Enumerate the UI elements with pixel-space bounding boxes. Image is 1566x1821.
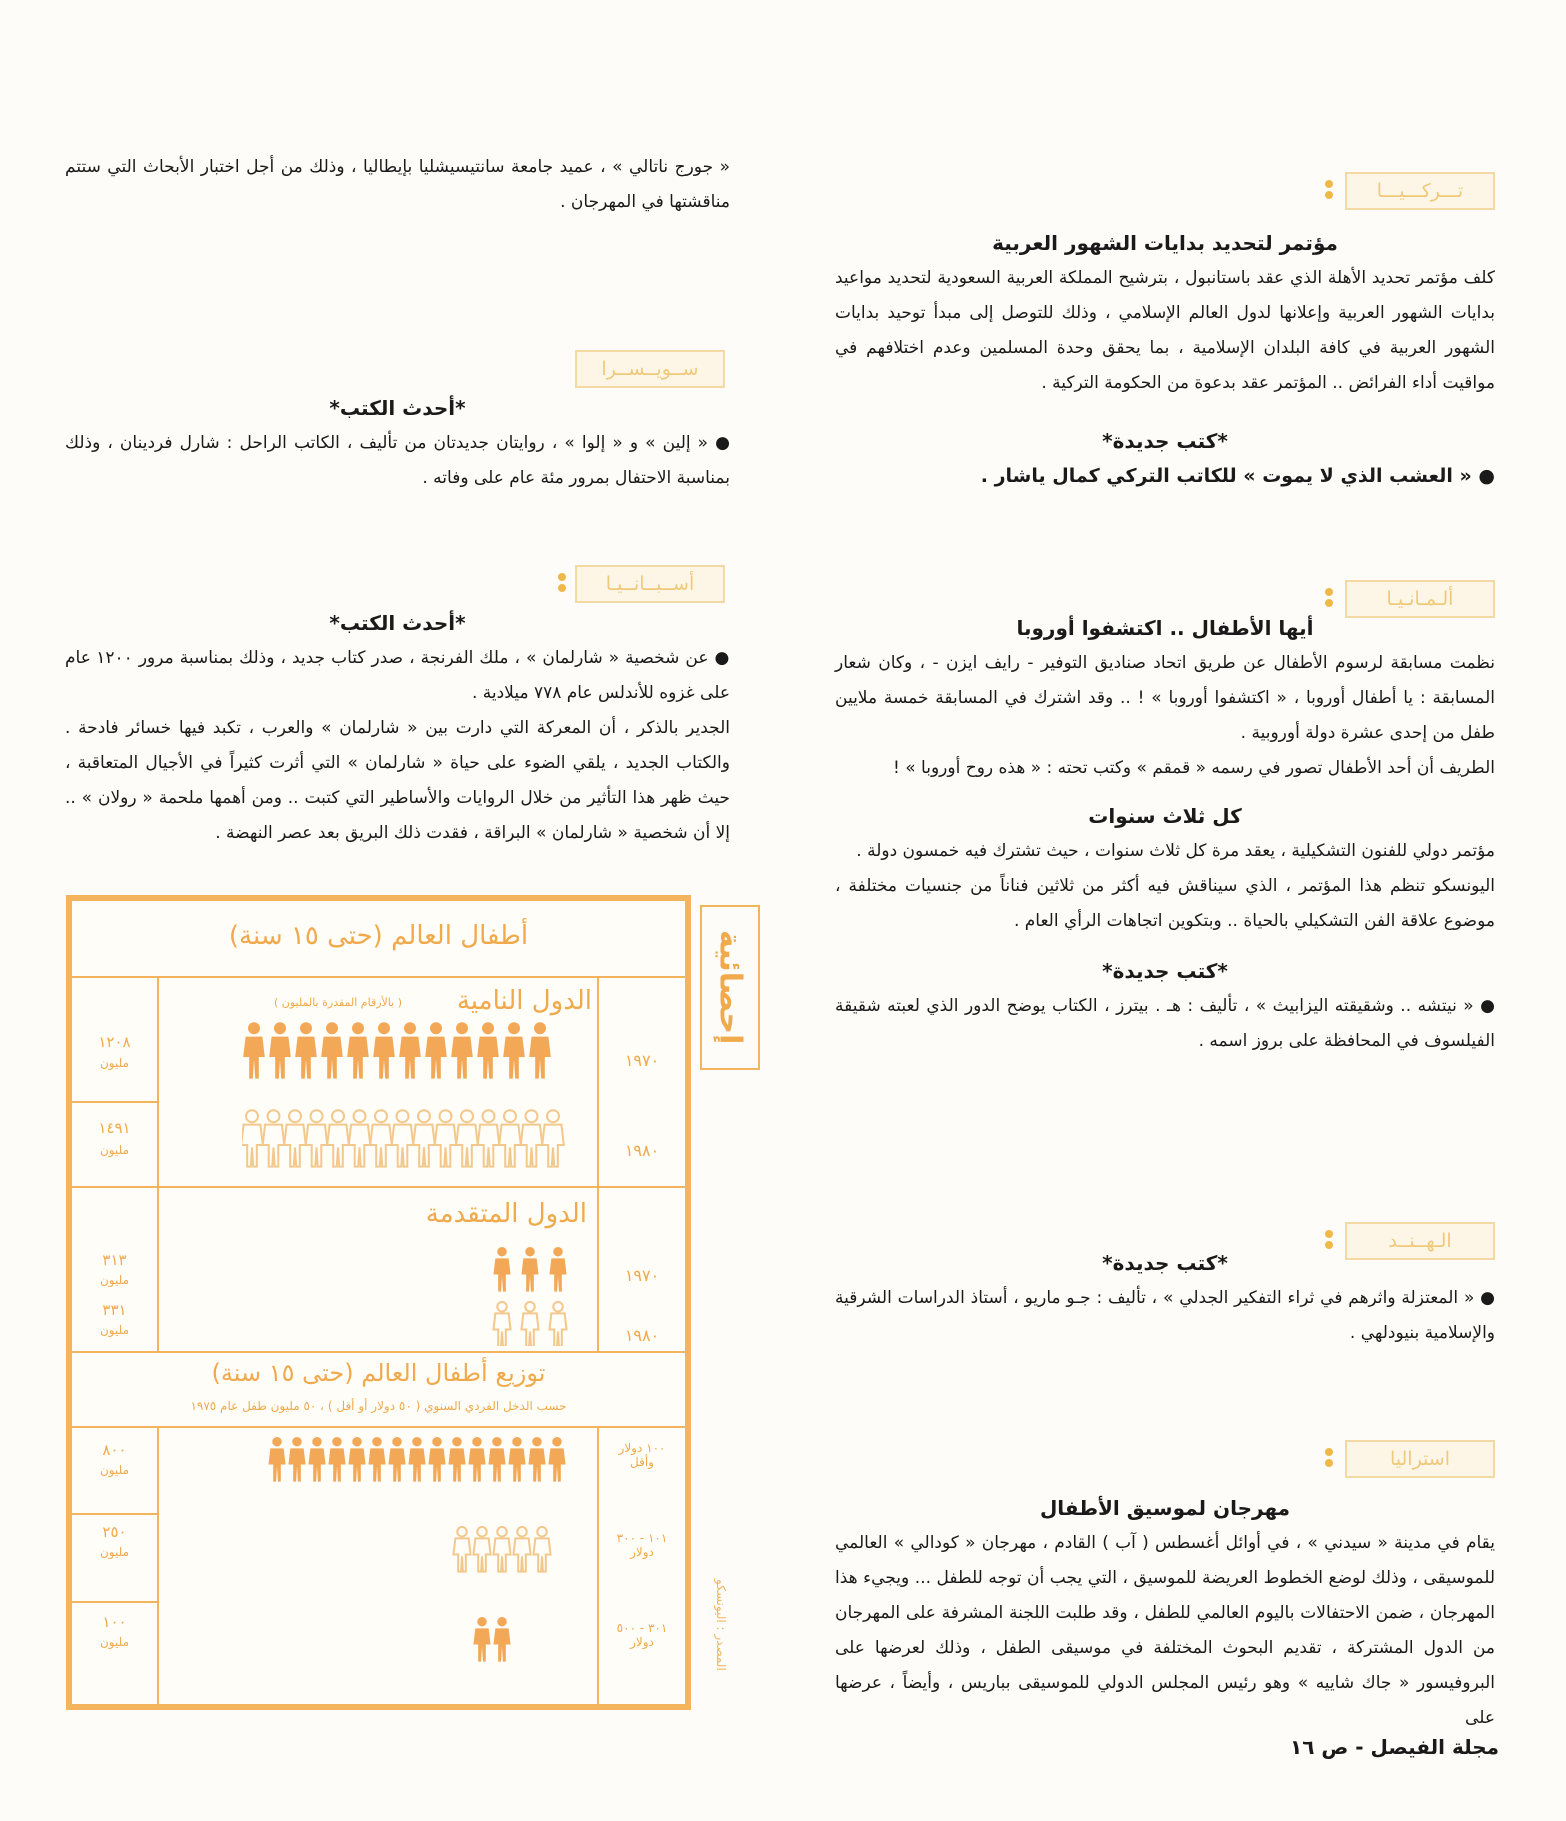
distribution-unit-2: مليون xyxy=(99,1545,130,1559)
child-figure-icon xyxy=(392,1437,402,1447)
developed-year-1970: ١٩٧٠ xyxy=(624,1266,660,1285)
developing-title: الدول النامية xyxy=(456,986,592,1016)
developed-unit-1980: مليون xyxy=(99,1323,130,1337)
child-figure-icon xyxy=(503,1037,525,1079)
child-figure-icon xyxy=(493,1258,510,1291)
spain-paragraph: ● عن شخصية « شارلمان » ، ملك الفرنجة ، صدر كتاب جديد ، وذلك بمناسبة مرور ١٢٠٠ عام على غزوه للأندلس عام ٧٧٨ ميلادية . xyxy=(65,648,730,703)
child-figure-icon xyxy=(493,1313,510,1346)
children-statistics-infographic xyxy=(66,895,691,1710)
germany-title: أيها الأطفال .. اكتشفوا أوروبا xyxy=(1016,616,1314,640)
child-figure-icon xyxy=(399,1037,421,1079)
child-figure-icon xyxy=(440,1110,452,1122)
child-figure-icon xyxy=(413,1125,435,1167)
statistics-side-label: إحصائية xyxy=(700,905,760,1070)
child-figure-icon xyxy=(378,1022,390,1034)
child-figure-icon xyxy=(456,1125,478,1167)
distribution-title: توزيع أطفال العالم (حتى ١٥ سنة) xyxy=(211,1359,546,1387)
every3-paragraph: مؤتمر دولي للفنون التشكيلية ، يعقد مرة كل ثلاث سنوات ، حيث تشترك فيه خمسون دولة . xyxy=(856,841,1495,861)
child-figure-icon xyxy=(457,1527,467,1537)
every3-title: كل ثلاث سنوات xyxy=(1088,804,1242,828)
distribution-note: حسب الدخل الفردي السنوي ( ٥٠ دولار أو أقل ) ، ٥٠ مليون طفل عام ١٩٧٥ xyxy=(190,1399,567,1413)
section-tag-australia: استراليا xyxy=(1345,1440,1495,1478)
child-figure-icon xyxy=(497,1247,507,1257)
child-figure-icon xyxy=(477,1617,487,1627)
turkey-books-title: *كتب جديدة* xyxy=(1102,429,1228,453)
child-figure-icon xyxy=(268,1448,285,1481)
child-figure-icon xyxy=(328,1448,345,1481)
page-footer: مجلة الفيصل - ص ١٦ xyxy=(1290,1735,1500,1759)
child-figure-icon xyxy=(311,1110,323,1122)
child-figure-icon xyxy=(268,1110,280,1122)
child-figure-icon xyxy=(477,1527,487,1537)
child-figure-icon xyxy=(521,1313,538,1346)
developing-year-1970: ١٩٧٠ xyxy=(624,1051,660,1070)
child-figure-icon xyxy=(404,1022,416,1034)
divider xyxy=(597,1426,599,1704)
child-figure-icon xyxy=(504,1110,516,1122)
section-tag-germany: ألـمـانـيـا xyxy=(1345,580,1495,618)
child-figure-icon xyxy=(432,1437,442,1447)
child-figure-icon xyxy=(517,1527,527,1537)
child-figure-icon xyxy=(352,1022,364,1034)
child-figure-icon xyxy=(478,1125,500,1167)
switzerland-section xyxy=(65,390,730,496)
divider xyxy=(597,976,599,1351)
child-figure-icon xyxy=(332,1437,342,1447)
child-figure-icon xyxy=(451,1037,473,1079)
child-figure-icon xyxy=(272,1437,282,1447)
child-figure-icon xyxy=(242,1125,263,1167)
child-figure-icon xyxy=(263,1125,285,1167)
child-figure-icon xyxy=(497,1302,507,1312)
divider xyxy=(72,1351,685,1353)
section-dots-icon xyxy=(558,573,566,599)
australia-section xyxy=(835,1490,1495,1736)
child-figure-icon xyxy=(497,1527,507,1537)
child-figure-icon xyxy=(408,1448,425,1481)
child-figure-icon xyxy=(452,1437,462,1447)
child-figure-icon xyxy=(513,1538,530,1571)
child-figure-icon xyxy=(532,1437,542,1447)
divider xyxy=(72,1426,685,1428)
section-tag-switzerland: ســويــســرا xyxy=(575,350,725,388)
distribution-unit-3: مليون xyxy=(99,1635,130,1649)
india-section xyxy=(835,1245,1495,1351)
india-books-title: *كتب جديدة* xyxy=(1102,1251,1228,1275)
developing-unit-1970: مليون xyxy=(99,1056,130,1070)
child-figure-icon xyxy=(537,1527,547,1537)
developed-year-1980: ١٩٨٠ xyxy=(624,1326,660,1345)
child-figure-icon xyxy=(332,1110,344,1122)
section-dots-icon xyxy=(1325,1448,1333,1474)
distribution-range-3: ٣٠١ - ٥٠٠ دولار xyxy=(616,1621,668,1649)
distribution-children-figures xyxy=(267,1436,577,1676)
germany-books-item: ● « نيتشه .. وشقيقته اليزابيث » ، تأليف : هـ . بيترز ، الكتاب يوضح الدور الذي لعبته شقيقة الفيلسوف في المحافظة على بروز اسمه . xyxy=(835,996,1495,1051)
child-figure-icon xyxy=(549,1313,566,1346)
child-figure-icon xyxy=(521,1258,538,1291)
divider xyxy=(157,1426,159,1704)
child-figure-icon xyxy=(368,1448,385,1481)
child-figure-icon xyxy=(533,1538,550,1571)
every3-paragraph-2: اليونسكو تنظم هذا المؤتمر ، الذي سيناقش فيه أكثر من ثلاثين فناناً من جنسيات مختلفة ، موضوع علاقة الفن التشكيلي بالحياة .. وبتكوين اتجاهات الرأي العام . xyxy=(835,876,1495,931)
developed-title: الدول المتقدمة xyxy=(425,1199,587,1229)
divider xyxy=(72,1601,157,1603)
child-figure-icon xyxy=(295,1037,317,1079)
child-figure-icon xyxy=(248,1022,260,1034)
child-figure-icon xyxy=(425,1037,447,1079)
developed-value-1980: ٣٣١ xyxy=(102,1301,127,1319)
child-figure-icon xyxy=(388,1448,405,1481)
child-figure-icon xyxy=(412,1437,422,1447)
child-figure-icon xyxy=(547,1110,559,1122)
child-figure-icon xyxy=(243,1037,265,1079)
child-figure-icon xyxy=(435,1125,457,1167)
child-figure-icon xyxy=(553,1302,563,1312)
australia-title: مهرجان لموسيق الأطفال xyxy=(1039,1496,1291,1520)
child-figure-icon xyxy=(477,1037,499,1079)
child-figure-icon xyxy=(525,1247,535,1257)
infographic-title: أطفال العالم (حتى ١٥ سنة) xyxy=(228,921,529,951)
child-figure-icon xyxy=(526,1110,538,1122)
child-figure-icon xyxy=(327,1125,349,1167)
germany-paragraph: نظمت مسابقة لرسوم الأطفال عن طريق اتحاد صناديق التوفير - رايف ايزن - ، وكان شعار المسابقة : يا أطفال أوروبا ، « اكتشفوا أوروبا » ! .. وقد اشترك في المسابقة خمسة ملايين طفل من إحدى عشرة دولة أوروبية . xyxy=(835,653,1495,743)
section-tag-india: الـهــنــد xyxy=(1345,1222,1495,1260)
switzerland-books-title: *أحدث الكتب* xyxy=(329,396,466,420)
developing-value-1980: ١٤٩١ xyxy=(98,1119,131,1137)
child-figure-icon xyxy=(392,1125,414,1167)
distribution-range-1: ١٠٠ دولار وأقل xyxy=(618,1441,666,1469)
divider xyxy=(72,1513,157,1515)
child-figure-icon xyxy=(542,1125,564,1167)
germany-books-title: *كتب جديدة* xyxy=(1102,959,1228,983)
child-figure-icon xyxy=(472,1437,482,1447)
child-figure-icon xyxy=(312,1437,322,1447)
turkey-paragraph: كلف مؤتمر تحديد الأهلة الذي عقد باستانبول ، بترشيح المملكة العربية السعودية لتحديد مواعيد بدايات الشهور العربية وإعلانها لدول العالم الإسلامي ، وذلك للتوصل إلى مبدأ توحيد بدايات الشهور العربية في كافة البلدان الإسلامية ، بما يحقق وحدة المسلمين وعدم اختلافهم في مواقيت أداء الفرائض .. المؤتمر عقد بدعوة من الحكومة التركية . xyxy=(835,268,1495,393)
child-figure-icon xyxy=(300,1022,312,1034)
switzerland-books-item: ● « إلين » و « إلوا » ، روايتان جديدتان من تأليف ، الكاتب الراحل : شارل فردينان ، وذلك بمناسبة الاحتفال بمرور مئة عام على وفاته . xyxy=(65,433,730,488)
distribution-value-2: ٢٥٠ xyxy=(102,1523,127,1541)
section-dots-icon xyxy=(1325,180,1333,206)
child-figure-icon xyxy=(354,1110,366,1122)
section-tag-turkey: تـــركـــيـــا xyxy=(1345,172,1495,210)
child-figure-icon xyxy=(488,1448,505,1481)
child-figure-icon xyxy=(473,1628,490,1661)
spain-paragraph-2: الجدير بالذكر ، أن المعركة التي دارت بين « شارلمان » والعرب ، تكبد فيها خسائر فادحة . والكتاب الجديد ، يلقي الضوء على حياة « شارلمان » التي أثرت كثيراً في الأجيال المتعاقبة ، حيث ظهر هذا التأثير من خلال الروايات والأساطير التي كتبت .. ومن أهمها ملحمة « رولان » .. إلا أن شخصية « شارلمان » البراقة ، فقدت ذلك البريق بعد عصر النهضة . xyxy=(65,718,730,843)
child-figure-icon xyxy=(348,1448,365,1481)
child-figure-icon xyxy=(534,1022,546,1034)
divider xyxy=(72,976,685,978)
developed-unit-1970: مليون xyxy=(99,1273,130,1287)
turkey-section xyxy=(835,225,1495,494)
child-figure-icon xyxy=(499,1125,521,1167)
child-figure-icon xyxy=(493,1628,510,1661)
spain-section xyxy=(65,605,730,851)
child-figure-icon xyxy=(352,1437,362,1447)
child-figure-icon xyxy=(508,1448,525,1481)
child-figure-icon xyxy=(284,1125,306,1167)
germany-paragraph-2: الطريف أن أحد الأطفال تصور في رسمه « قمقم » وكتب تحته : « هذه روح أوروبا » ! xyxy=(893,758,1495,778)
child-figure-icon xyxy=(375,1110,387,1122)
section-tag-spain: أســبــانــيـا xyxy=(575,565,725,603)
child-figure-icon xyxy=(246,1110,258,1122)
developed-value-1970: ٣١٣ xyxy=(102,1251,127,1269)
distribution-value-3: ١٠٠ xyxy=(102,1613,127,1631)
child-figure-icon xyxy=(483,1110,495,1122)
spain-books-title: *أحدث الكتب* xyxy=(329,611,466,635)
child-figure-icon xyxy=(289,1110,301,1122)
child-figure-icon xyxy=(482,1022,494,1034)
distribution-unit-1: مليون xyxy=(99,1463,130,1477)
child-figure-icon xyxy=(453,1538,470,1571)
child-figure-icon xyxy=(372,1437,382,1447)
child-figure-icon xyxy=(448,1448,465,1481)
india-books-item: ● « المعتزلة واثرهم في ثراء التفكير الجدلي » ، تأليف : جـو ماريو ، أستاذ الدراسات الشرقية والإسلامية بنيودلهي . xyxy=(835,1288,1495,1343)
turkey-title: مؤتمر لتحديد بدايات الشهور العربية xyxy=(992,231,1338,255)
child-figure-icon xyxy=(529,1037,551,1079)
child-figure-icon xyxy=(308,1448,325,1481)
developed-children-figures xyxy=(487,1246,577,1346)
child-figure-icon xyxy=(508,1022,520,1034)
child-figure-icon xyxy=(288,1448,305,1481)
divider xyxy=(157,976,159,1351)
australia-paragraph: يقام في مدينة « سيدني » ، في أوائل أغسطس ( آب ) القادم ، مهرجان « كودالي » العالمي للموسيقى ، وذلك لوضع الخطوط العريضة للموسيق ، التي يجب أن توجه للطفل ... ويجيء هذا المهرجان ، ضمن الاحتفالات باليوم العالمي للطفل ، وقد طلبت اللجنة المشرفة على المهرجان من الدول المشتركة ، تقديم البحوث المختلفة في موسيقى الطفل ، وذلك لعرضها على البروفيسور « جاك شاييه » وهو رئيس المجلس الدولي للموسيقى بباريس ، وأيضاً ، عرضها على xyxy=(835,1533,1495,1728)
child-figure-icon xyxy=(274,1022,286,1034)
child-figure-icon xyxy=(347,1037,369,1079)
developing-value-1970: ١٢٠٨ xyxy=(98,1033,131,1051)
left-top-section xyxy=(65,150,730,220)
distribution-range-2: ١٠١ - ٣٠٠ دولار xyxy=(616,1531,668,1559)
left-top-paragraph: « جورج ناتالي » ، عميد جامعة سانتيسيشليا بإيطاليا ، وذلك من أجل اختبار الأبحاث التي ستتم مناقشتها في المهرجان . xyxy=(65,157,730,212)
child-figure-icon xyxy=(521,1125,543,1167)
child-figure-icon xyxy=(473,1538,490,1571)
child-figure-icon xyxy=(292,1437,302,1447)
child-figure-icon xyxy=(456,1022,468,1034)
distribution-value-1: ٨٠٠ xyxy=(102,1441,127,1459)
divider xyxy=(72,1186,685,1188)
child-figure-icon xyxy=(512,1437,522,1447)
child-figure-icon xyxy=(321,1037,343,1079)
child-figure-icon xyxy=(418,1110,430,1122)
child-figure-icon xyxy=(430,1022,442,1034)
child-figure-icon xyxy=(397,1110,409,1122)
child-figure-icon xyxy=(525,1302,535,1312)
germany-section xyxy=(835,610,1495,1059)
child-figure-icon xyxy=(373,1037,395,1079)
child-figure-icon xyxy=(492,1437,502,1447)
child-figure-icon xyxy=(461,1110,473,1122)
child-figure-icon xyxy=(428,1448,445,1481)
divider xyxy=(72,1101,157,1103)
child-figure-icon xyxy=(349,1125,371,1167)
child-figure-icon xyxy=(493,1538,510,1571)
developing-children-figures xyxy=(242,1021,572,1181)
child-figure-icon xyxy=(528,1448,545,1481)
child-figure-icon xyxy=(549,1258,566,1291)
child-figure-icon xyxy=(370,1125,392,1167)
child-figure-icon xyxy=(306,1125,328,1167)
developing-note: ( بالأرقام المقدرة بالمليون ) xyxy=(273,996,402,1009)
child-figure-icon xyxy=(552,1437,562,1447)
child-figure-icon xyxy=(269,1037,291,1079)
child-figure-icon xyxy=(326,1022,338,1034)
child-figure-icon xyxy=(497,1617,507,1627)
turkey-books-item: ● « العشب الذي لا يموت » للكاتب التركي كمال ياشار . xyxy=(980,465,1495,487)
developing-unit-1980: مليون xyxy=(99,1143,130,1157)
statistics-source-note: المصدر : اليونسكو xyxy=(714,1579,728,1671)
child-figure-icon xyxy=(553,1247,563,1257)
child-figure-icon xyxy=(548,1448,565,1481)
developing-year-1980: ١٩٨٠ xyxy=(624,1141,660,1160)
child-figure-icon xyxy=(468,1448,485,1481)
